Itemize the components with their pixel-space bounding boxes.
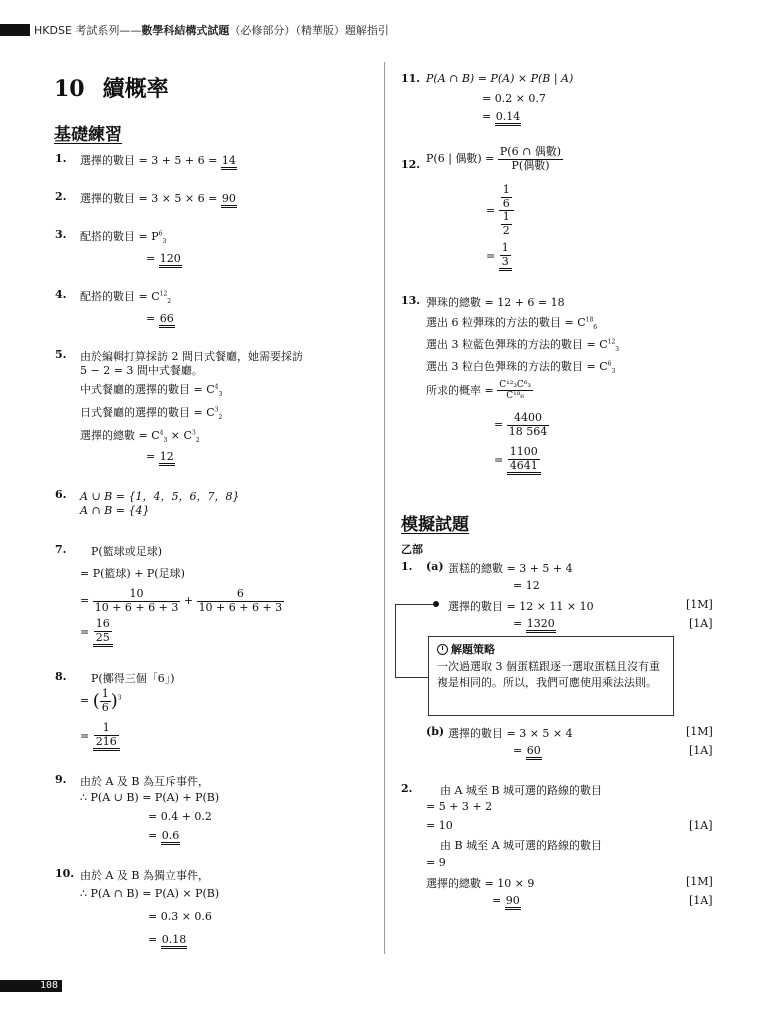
chapter-number: 10 [54,76,85,102]
q7-number: 7. [55,543,67,556]
q1-number: 1. [55,152,67,165]
q12-answer: $\frac{1}{3}$ [499,242,512,271]
m1-a-answer: 1320 [526,617,556,633]
q12-inner-top: $\frac{1}{6}$ [502,183,510,210]
q5-answer: 12 [159,450,175,466]
q9-answer: 0.6 [161,829,181,845]
q2-number: 2. [55,190,67,203]
q6-line2: A ∩ B = {4} [80,504,150,517]
m2-line3: = 10 [426,819,453,832]
q5-line4: 日式餐廳的選擇的數目 = $C^3_2$ [80,406,223,422]
q9-line3: = 0.4 + 0.2 [148,810,212,823]
q13-number: 13. [401,294,421,307]
q1-answer: 14 [221,154,237,170]
m1-b-result: = 60 [513,744,542,757]
q8-base: $\frac{1}{6}$ [101,687,109,714]
q9-result: = 0.6 [148,829,180,842]
strategy-title: 解題策略 [437,641,665,657]
q9-line2: ∴ P(A ∪ B) = P(A) + P(B) [80,791,220,804]
m1-part-a: (a) [426,560,444,573]
m2-answer: 90 [505,894,521,910]
q12-inner-bottom: $\frac{1}{2}$ [502,210,510,237]
q13-result: = $\frac{1100}{4641}$ [494,446,541,475]
q13-fraction-2: $\frac{4400}{18 564}$ [508,411,548,438]
q10-result: = 0.18 [148,933,187,946]
q9-line1: 由於 A 及 B 為互斥事件， [80,775,210,788]
m2-line5: = 9 [426,856,446,869]
header-bar [0,24,30,36]
q3-result: = 120 [146,252,182,265]
part-b-label: 乙部 [401,543,423,556]
q13-line4: 選出 3 粒白色彈珠的方法的數目 = $C^6_3$ [426,360,616,376]
q11-line1: P(A ∩ B) = P(A) × P(B | A) [426,72,574,85]
q10-answer: 0.18 [161,933,188,949]
q11-result: = 0.14 [482,110,521,123]
m2-mark-1: [1A] [689,819,713,832]
q13-answer: $\frac{1100}{4641}$ [507,446,541,475]
strategy-icon [437,644,448,655]
strategy-box [428,636,674,716]
q13-line3: 選出 3 粒藍色彈珠的方法的數目 = $C^{12}_3$ [426,338,620,354]
m1-a-line3: 選擇的數目 = 12 × 11 × 10 [448,600,594,613]
m1-part-b: (b) [426,725,445,738]
q11-line2: = 0.2 × 0.7 [482,92,546,105]
chapter-name: 續概率 [102,76,169,102]
m1-mark-1: [1M] [686,598,713,611]
m2-line1: 由 A 城至 B 城可選的路線的數目 [440,784,603,797]
m1-mark-2: [1A] [689,617,713,630]
q11-answer: 0.14 [495,110,522,126]
q12-complex-fraction: = $\frac{\frac{1}{6}}{\frac{1}{2}}$ [486,184,514,238]
q13-line1: 彈珠的總數 = 12 + 6 = 18 [426,296,565,309]
m2-mark-2: [1M] [686,875,713,888]
header-series: HKDSE 考試系列—— [34,24,142,37]
q3-number: 3. [55,228,67,241]
q13-line6: = $\frac{4400}{18 564}$ [494,411,548,438]
q5-line2: 5 − 2 = 3 間中式餐廳。 [80,364,203,377]
q1-line: 選擇的數目 = 3 + 5 + 6 = 14 [80,152,237,168]
q8-answer: $\frac{1}{216}$ [93,722,120,751]
q10-line3: = 0.3 × 0.6 [148,910,212,923]
q4-number: 4. [55,288,67,301]
q3-line: 配搭的數目 = $P^6_3$ [80,230,167,246]
q10-line1: 由於 A 及 B 為獨立事件， [80,869,210,882]
m2-line6: 選擇的總數 = 10 × 9 [426,877,535,890]
q12-complex [499,184,514,238]
q5-line3: 中式餐廳的選擇的數目 = $C^4_3$ [80,383,223,399]
q4-result: = 66 [146,312,175,325]
q13-fraction-1: $\frac{\text{C¹²₃C⁶₃}}{\text{C¹⁸₆}}$ [499,380,532,402]
q12-result: = $\frac{1}{3}$ [486,242,512,271]
connector-line-top [395,604,435,605]
q7-line3: = $\frac{10}{10 + 6 + 6 + 3}$ + $\frac{6}{10 + 6 + 6 + 3}$ [80,587,283,614]
header-book: 數學科結構式試題 [141,24,230,37]
q13-line2: 選出 6 粒彈珠的方法的數目 = $C^{18}_6$ [426,316,598,332]
m1-mark-4: [1A] [689,744,713,757]
q6-number: 6. [55,488,67,501]
q13-line5: 所求的概率 = $\frac{\text{C¹²₃C⁶₃}}{\text{C¹⁸₆}}$ [426,380,532,402]
q2-line: 選擇的數目 = 3 × 5 × 6 = 90 [80,190,237,206]
q7-line1: P(籃球或足球) [91,545,162,558]
q5-number: 5. [55,348,67,361]
q10-line2: ∴ P(A ∩ B) = P(A) × P(B) [80,887,220,900]
m1-number: 1. [401,560,413,573]
section-mock-title: 模擬試題 [401,515,469,535]
q3-answer: 120 [159,252,182,268]
q5-result: = 12 [146,450,175,463]
m2-number: 2. [401,782,413,795]
connector-bullet [433,601,439,607]
header-edition: （必修部分）（精華版）題解指引 [229,24,389,37]
q5-line5: 選擇的總數 = $C^4_3 \times C^3_2$ [80,429,200,445]
q5-line1: 由於編輯打算採訪 2 間日式餐廳，她需要採訪 [80,350,303,363]
q8-result: = $\frac{1}{216}$ [80,722,120,751]
q8-number: 8. [55,670,67,683]
q12-number: 12. [401,158,421,171]
m1-b-line1: 選擇的數目 = 3 × 5 × 4 [448,727,573,740]
q4-line: 配搭的數目 = $C^{12}_2$ [80,290,172,306]
q7-fraction-1: $\frac{10}{10 + 6 + 6 + 3}$ [94,587,179,614]
m2-line4: 由 B 城至 A 城可選的路線的數目 [440,839,603,852]
m1-a-line2: = 12 [513,579,540,592]
q2-answer: 90 [221,192,237,208]
running-header [34,22,389,38]
m1-b-answer: 60 [526,744,542,760]
m1-a-result: = 1320 [513,617,556,630]
strategy-body: 一次過選取 3 個蛋糕跟逐一選取蛋糕且沒有重複是相同的。所以，我們可應使用乘法法則。 [437,660,660,689]
q8-line1: P(擲得三個「6」) [91,672,175,685]
m2-result: = 90 [492,894,521,907]
q7-fraction-2: $\frac{6}{10 + 6 + 6 + 3}$ [198,587,283,614]
q12-line1: P(6 | 偶數) = $\frac{\text{P(6 ∩ 偶數)}}{\text{P(偶數)}}$ [426,145,562,172]
chapter-title [54,72,169,103]
page-number: 108 [0,980,62,992]
q12-fraction: $\frac{\text{P(6 ∩ 偶數)}}{\text{P(偶數)}}$ [499,145,562,172]
m2-line2: = 5 + 3 + 2 [426,800,493,813]
m1-mark-3: [1M] [686,725,713,738]
connector-line [395,604,396,678]
q7-line2: = P(籃球) + P(足球) [80,567,185,580]
q7-result: = $\frac{16}{25}$ [80,618,113,647]
q10-number: 10. [55,867,75,880]
q6-line1: A ∪ B = {1，4，5，6，7，8} [80,490,240,503]
q11-number: 11. [401,72,421,85]
q4-answer: 66 [159,312,175,328]
q9-number: 9. [55,773,67,786]
q8-power: = ( $\frac{1}{6}$ )$^3$ [80,687,122,714]
m1-a-line1: 蛋糕的總數 = 3 + 5 + 4 [448,562,573,575]
q7-answer: $\frac{16}{25}$ [93,618,113,647]
connector-line-bottom [395,677,428,678]
m2-mark-3: [1A] [689,894,713,907]
column-divider [384,62,385,954]
section-basic-title: 基礎練習 [54,125,122,145]
